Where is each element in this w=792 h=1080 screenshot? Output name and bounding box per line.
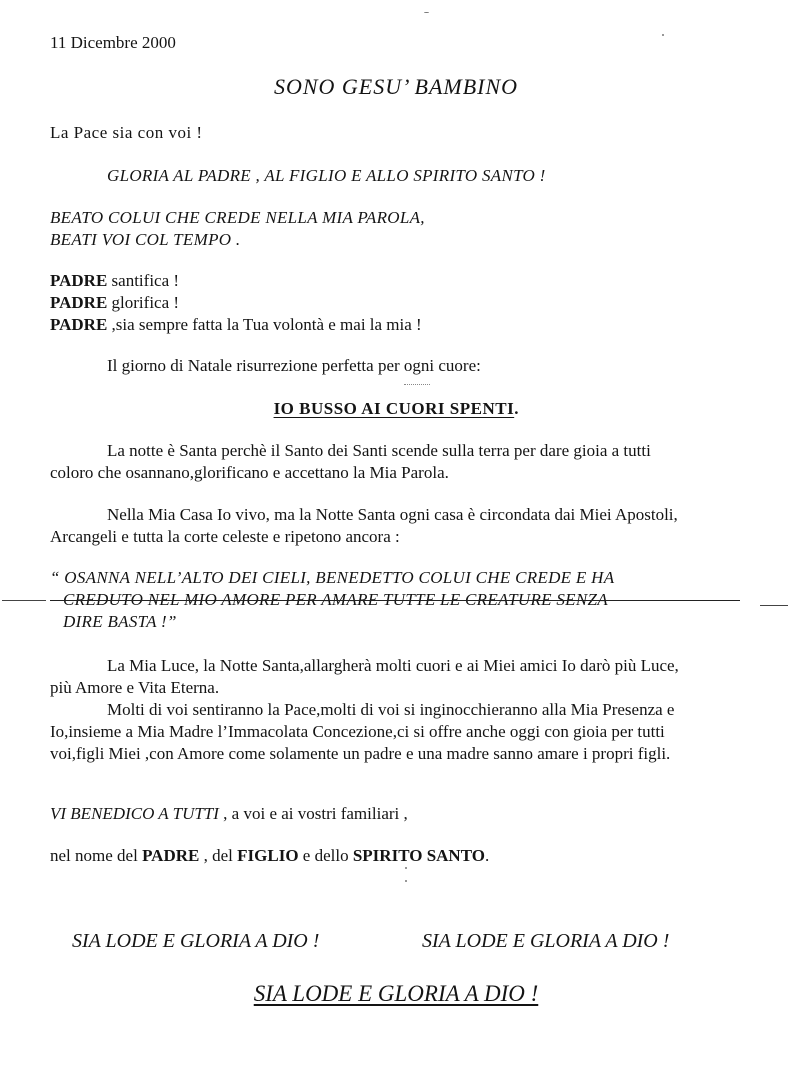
scan-dots xyxy=(404,384,430,385)
para3-line-4: Io,insieme a Mia Madre l’Immacolata Concezione,ci si offre anche oggi con gioia per tutti xyxy=(50,722,665,741)
scan-speck xyxy=(424,12,429,13)
lode-right: SIA LODE E GLORIA A DIO ! xyxy=(422,930,670,952)
blessing-padre: PADRE xyxy=(142,846,200,865)
padre-word: PADRE xyxy=(50,271,108,290)
scan-speck xyxy=(662,34,664,36)
gloria-line: GLORIA AL PADRE , AL FIGLIO E ALLO SPIRITO SANTO ! xyxy=(107,166,546,185)
benedico-text: , a voi e ai vostri familiari , xyxy=(218,804,408,823)
para2-line-2: Arcangeli e tutta la corte celeste e ripetono ancora : xyxy=(50,527,400,546)
osanna-line-3: DIRE BASTA !” xyxy=(63,612,177,631)
natale-line: Il giorno di Natale risurrezione perfetta per ogni cuore: xyxy=(107,356,481,375)
osanna-line-2: CREDUTO NEL MIO AMORE PER AMARE TUTTE LE CREATURE SENZA xyxy=(63,590,608,609)
para1-line-1: La notte è Santa perchè il Santo dei Santi scende sulla terra per dare gioia a tutti xyxy=(107,441,651,460)
padre-text: ,sia sempre fatta la Tua volontà e mai la mia ! xyxy=(107,315,422,334)
benedico-emphasis: VI BENEDICO A TUTTI xyxy=(50,804,219,823)
padre-word: PADRE xyxy=(50,293,108,312)
busso-end: . xyxy=(514,399,519,418)
blessing-text: . xyxy=(484,846,490,865)
padre-text: glorifica ! xyxy=(107,293,180,312)
busso-text: IO BUSSO AI CUORI SPENTI xyxy=(273,399,515,418)
blessing-figlio: FIGLIO xyxy=(237,846,299,865)
scan-speck xyxy=(405,880,407,882)
padre-word: PADRE xyxy=(50,315,108,334)
lode-final xyxy=(0,980,792,1010)
padre-line-2 xyxy=(50,292,179,314)
para3-line-5: voi,figli Miei ,con Amore come solamente un padre e una madre sanno amare i propri figli. xyxy=(50,744,671,763)
lode-left: SIA LODE E GLORIA A DIO ! xyxy=(72,930,320,952)
beato-line-1: BEATO COLUI CHE CREDE NELLA MIA PAROLA, xyxy=(50,208,425,227)
padre-text: santifica ! xyxy=(107,271,180,290)
scan-dash-right xyxy=(760,605,788,606)
blessing-text: nel nome del xyxy=(50,846,143,865)
blessing-line xyxy=(50,845,489,867)
document-date: 11 Dicembre 2000 xyxy=(50,33,176,52)
scan-speck xyxy=(405,867,407,869)
blessing-text: e dello xyxy=(298,846,353,865)
lode-final-text: SIA LODE E GLORIA A DIO ! xyxy=(253,981,539,1006)
osanna-line-1: “ OSANNA NELL’ALTO DEI CIELI, BENEDETTO COLUI CHE CREDE E HA xyxy=(50,568,615,587)
blessing-text: , del xyxy=(199,846,238,865)
beato-line-2: BEATI VOI COL TEMPO . xyxy=(50,230,241,249)
padre-line-3 xyxy=(50,314,422,336)
greeting: La Pace sia con voi ! xyxy=(50,123,203,142)
blessing-spirito-santo: SPIRITO SANTO xyxy=(352,846,485,865)
benedico-line xyxy=(50,803,408,825)
para3-line-2: più Amore e Vita Eterna. xyxy=(50,678,220,697)
padre-line-1 xyxy=(50,270,179,292)
para3-line-1: La Mia Luce, la Notte Santa,allargherà molti cuori e ai Miei amici Io darò più Luce, xyxy=(107,656,679,675)
document-title: SONO GESU’ BAMBINO xyxy=(273,74,519,99)
scan-dash-left xyxy=(2,600,46,601)
para2-line-1: Nella Mia Casa Io vivo, ma la Notte Santa ogni casa è circondata dai Miei Apostoli, xyxy=(107,505,678,524)
para1-line-2: coloro che osannano,glorificano e accettano la Mia Parola. xyxy=(50,463,449,482)
para3-line-3: Molti di voi sentiranno la Pace,molti di voi si inginocchieranno alla Mia Presenza e xyxy=(107,700,675,719)
busso-heading xyxy=(0,398,792,420)
strike-through-line xyxy=(50,600,740,601)
